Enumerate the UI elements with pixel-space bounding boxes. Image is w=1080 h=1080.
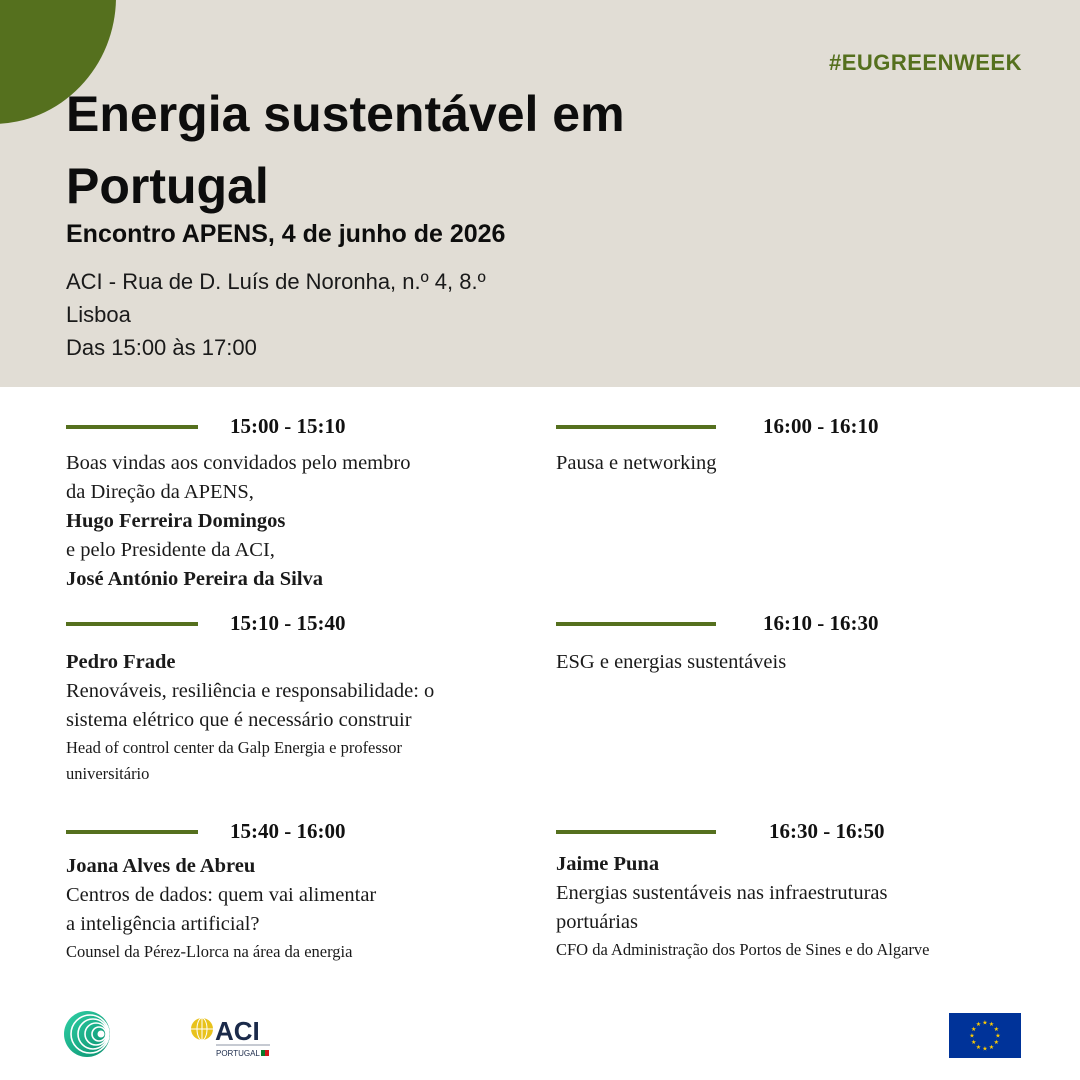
eu-star-icon: ★	[982, 1046, 988, 1053]
divider-line	[556, 425, 716, 429]
item-description: Pausa e networking	[556, 452, 717, 474]
item-description	[556, 850, 930, 963]
speaker-name: José António Pereira da Silva	[66, 568, 324, 590]
talk-title-line: a inteligência artificial?	[66, 913, 260, 935]
schedule-item	[66, 412, 506, 592]
speaker-name: Joana Alves de Abreu	[66, 855, 256, 877]
speaker-role: CFO da Administração dos Portos de Sines e do Algarve	[556, 940, 930, 959]
time-slot: 15:10 - 15:40	[230, 611, 346, 635]
talk-title-line: sistema elétrico que é necessário construir	[66, 709, 412, 731]
eu-star-icon: ★	[988, 1022, 995, 1029]
talk-title-line: Renováveis, resiliência e responsabilidade: o	[66, 680, 435, 702]
hashtag: #EUGREENWEEK	[828, 50, 1022, 75]
speaker-name: Hugo Ferreira Domingos	[66, 510, 286, 532]
divider-line	[66, 425, 198, 429]
time-slot: 15:00 - 15:10	[230, 414, 346, 438]
eu-star-icon: ★	[971, 1027, 977, 1033]
event-info	[66, 265, 486, 364]
schedule-item	[556, 817, 1036, 967]
schedule-item	[66, 609, 526, 789]
concentric-circles-logo-icon	[63, 1008, 115, 1060]
event-address: ACI - Rua de D. Luís de Noronha, n.º 4, 8.º	[66, 269, 486, 294]
talk-title-line: Centros de dados: quem vai alimentar	[66, 884, 377, 906]
divider-line	[556, 622, 716, 626]
eu-star-icon: ★	[982, 1020, 988, 1027]
eu-star-icon: ★	[993, 1027, 999, 1033]
eu-star-icon: ★	[988, 1044, 995, 1051]
aci-logo-text: ACI	[215, 1016, 260, 1046]
item-description	[66, 449, 410, 594]
eu-star-icon: ★	[971, 1040, 977, 1046]
item-description: ESG e energias sustentáveis	[556, 651, 787, 673]
event-subtitle: Encontro APENS, 4 de junho de 2026	[66, 220, 506, 248]
divider-line	[556, 830, 716, 834]
time-slot: 15:40 - 16:00	[230, 819, 346, 843]
speaker-name: Pedro Frade	[66, 651, 176, 673]
eu-star-icon: ★	[975, 1044, 982, 1051]
aci-logo	[190, 1014, 274, 1060]
event-hours: Das 15:00 às 17:00	[66, 335, 257, 360]
item-description	[66, 648, 434, 787]
description-line: da Direção da APENS,	[66, 481, 254, 503]
talk-title-line: Energias sustentáveis nas infraestruturas	[556, 882, 888, 904]
schedule-item	[66, 817, 506, 967]
page-title: Energia sustentável em Portugal	[66, 86, 625, 214]
divider-line	[66, 830, 198, 834]
divider-line	[66, 622, 198, 626]
schedule-item	[556, 412, 1036, 492]
eu-star-icon: ★	[995, 1033, 1001, 1040]
time-slot: 16:30 - 16:50	[769, 819, 885, 843]
description-line: e pelo Presidente da ACI,	[66, 539, 275, 561]
speaker-role: Counsel da Pérez-Llorca na área da energia	[66, 942, 353, 961]
eu-flag-icon	[949, 1013, 1021, 1058]
time-slot: 16:10 - 16:30	[763, 611, 879, 635]
event-city: Lisboa	[66, 302, 131, 327]
speaker-name: Jaime Puna	[556, 853, 660, 875]
item-description	[66, 852, 376, 965]
time-slot: 16:00 - 16:10	[763, 414, 879, 438]
header-banner	[0, 0, 1080, 387]
speaker-role: universitário	[66, 764, 150, 783]
schedule-item	[556, 609, 1036, 689]
eu-star-icon: ★	[993, 1040, 999, 1046]
eu-star-icon: ★	[969, 1033, 975, 1040]
eu-star-icon: ★	[975, 1022, 982, 1029]
speaker-role: Head of control center da Galp Energia e professor	[66, 738, 402, 757]
talk-title-line: portuárias	[556, 911, 638, 933]
aci-logo-subtext: PORTUGAL	[216, 1049, 260, 1058]
description-line: Boas vindas aos convidados pelo membro	[66, 452, 411, 474]
